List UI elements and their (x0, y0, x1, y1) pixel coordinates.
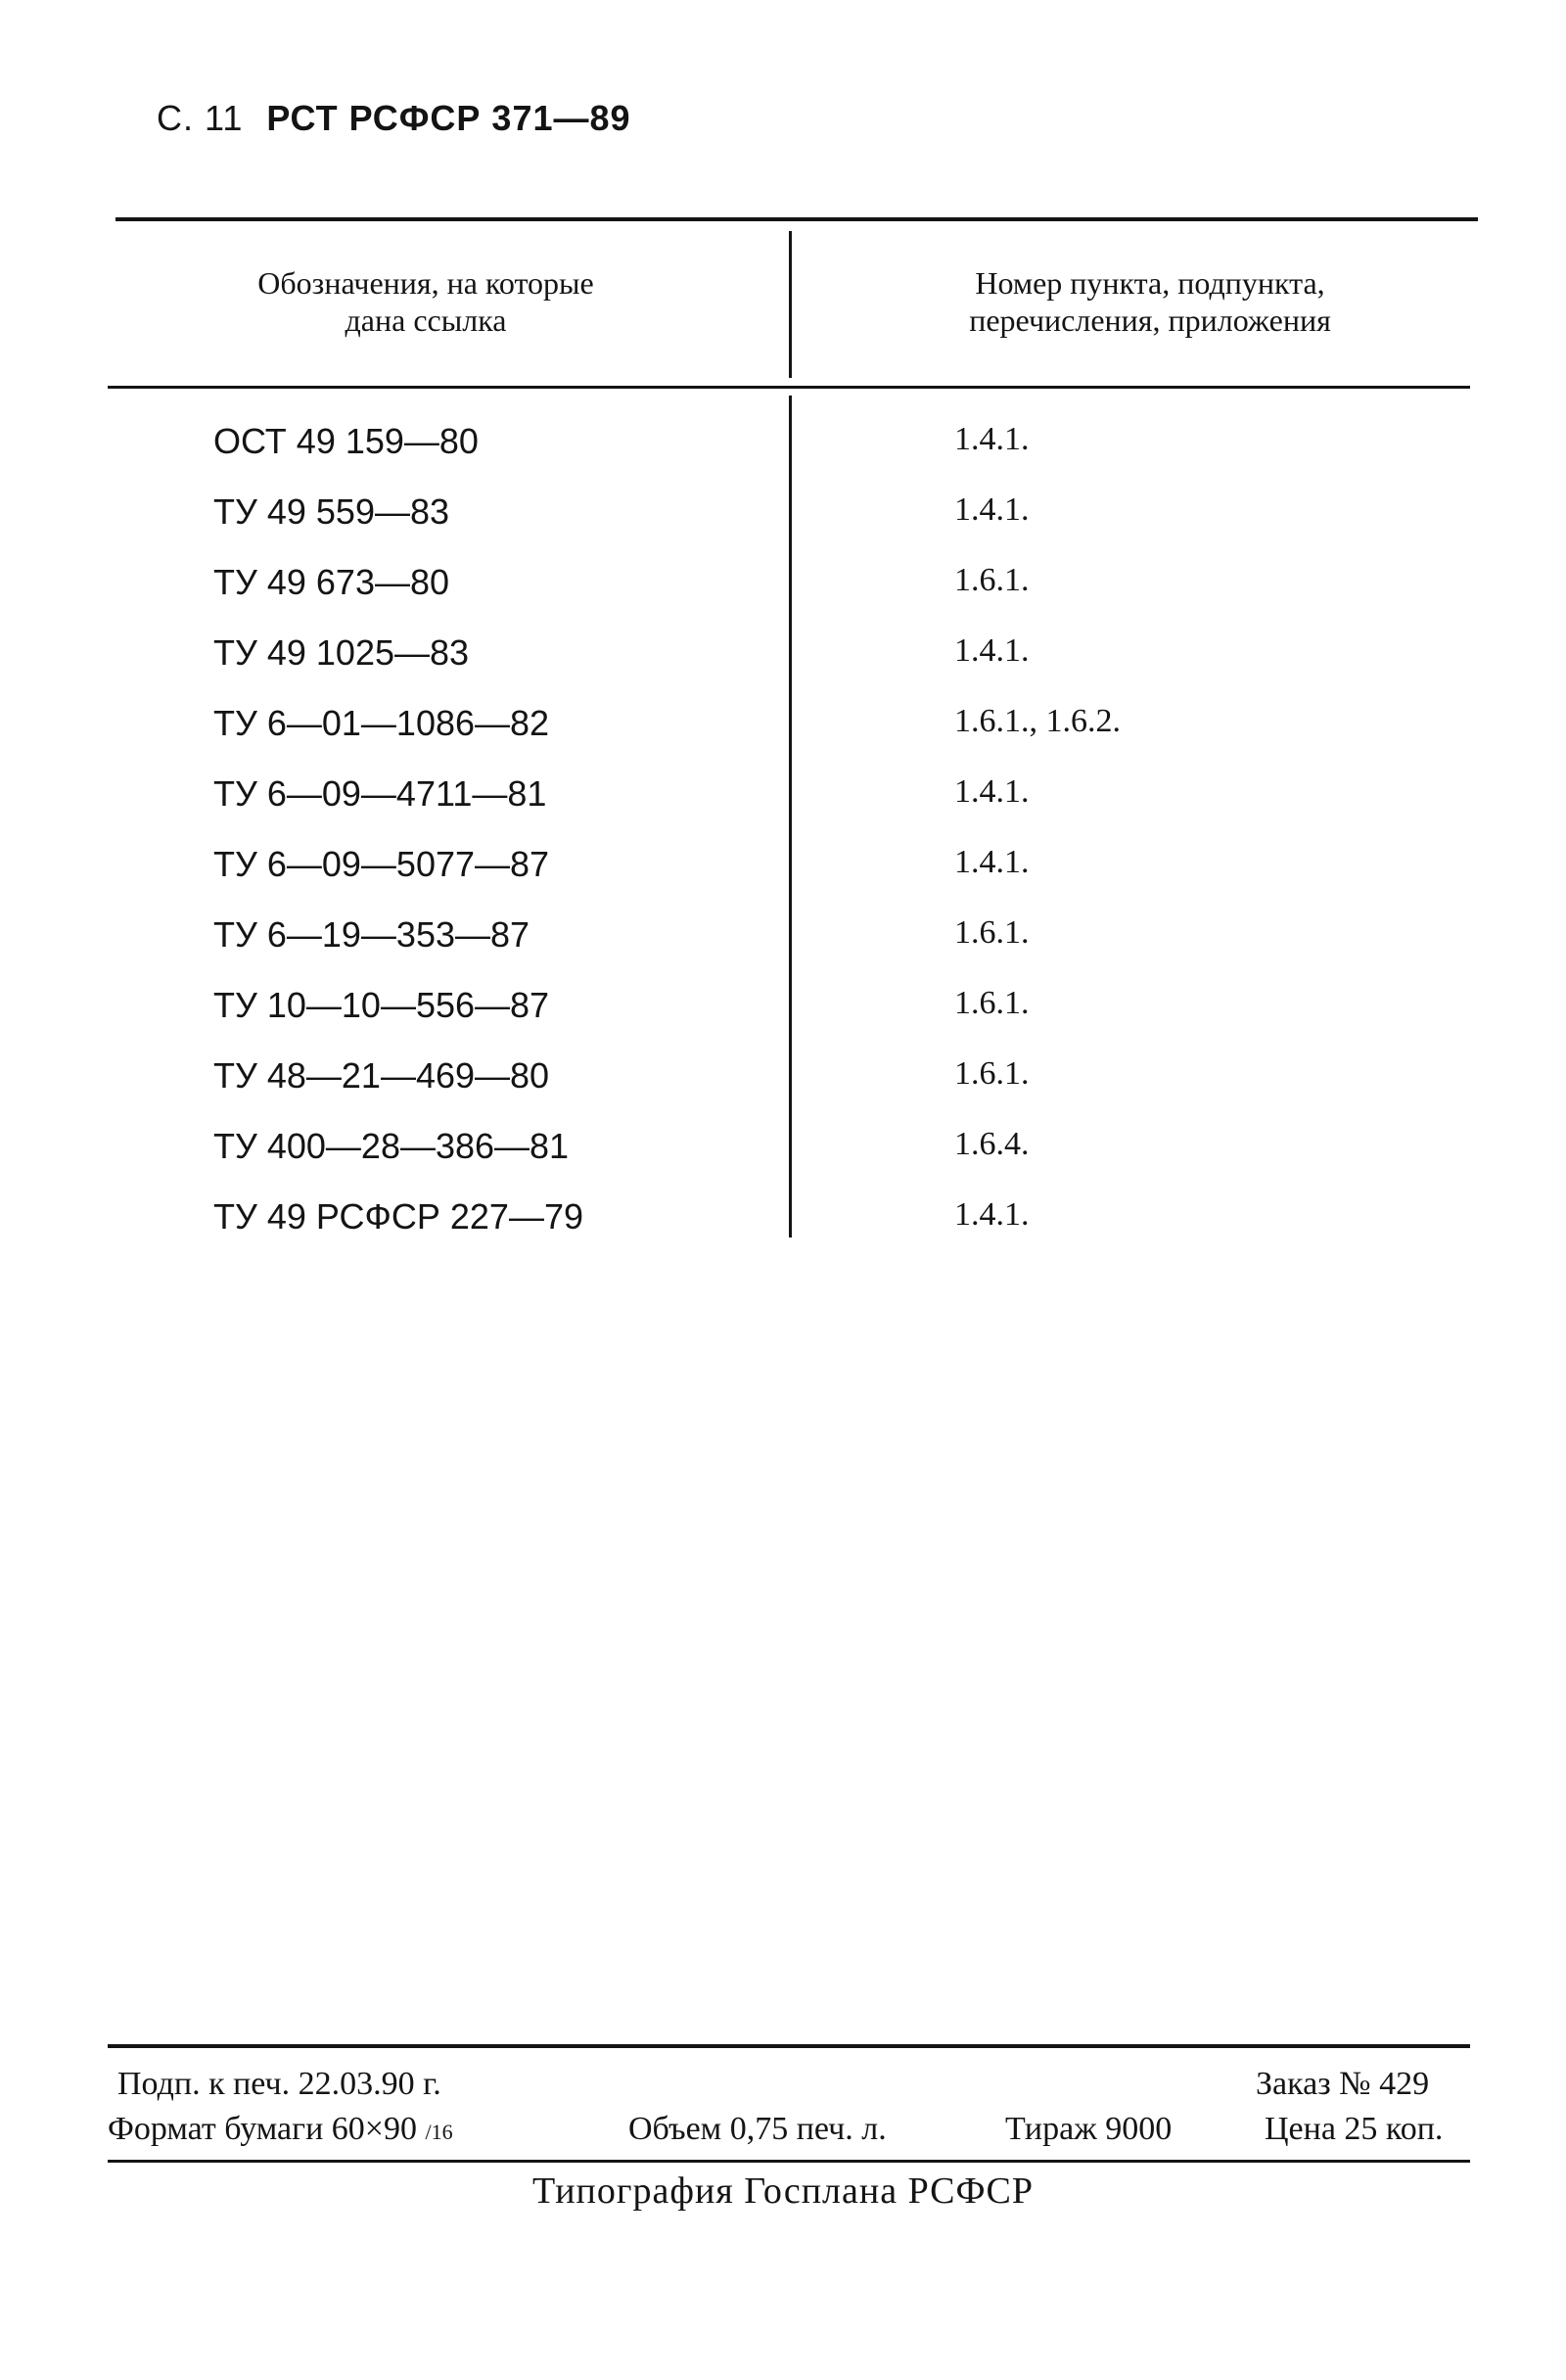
page-header (157, 98, 631, 139)
signed-to-print-date: Подп. к печ. 22.03.90 г. (117, 2066, 441, 2102)
table-header-divider (789, 231, 792, 378)
table-header-rule (108, 386, 1470, 389)
table-row (0, 985, 1566, 1044)
print-run: Тираж 9000 (1005, 2111, 1173, 2147)
column-header-references (147, 264, 705, 339)
column-header-line: Номер пункта, подпункта, (975, 265, 1325, 301)
printing-house: Типография Госплана РСФСР (531, 2170, 1035, 2212)
table-row (0, 703, 1566, 762)
column-header-line: дана ссылка (345, 303, 507, 338)
clause-cell: 1.4.1. (954, 632, 1030, 669)
table-row (0, 491, 1566, 550)
table-row (0, 773, 1566, 832)
column-header-clauses (871, 264, 1429, 339)
table-row (0, 1196, 1566, 1255)
print-volume: Объем 0,75 печ. л. (628, 2111, 887, 2147)
clause-cell: 1.4.1. (954, 844, 1030, 880)
clause-cell: 1.4.1. (954, 421, 1030, 457)
paper-format (108, 2111, 453, 2148)
imprint-top-rule (108, 2044, 1470, 2048)
table-row (0, 844, 1566, 903)
reference-cell: ТУ 48—21—469—80 (213, 1055, 550, 1096)
table-row (0, 914, 1566, 973)
price: Цена 25 коп. (1265, 2111, 1444, 2147)
reference-cell: ТУ 6—09—5077—87 (213, 844, 550, 884)
order-number: Заказ № 429 (1256, 2066, 1430, 2102)
table-top-rule (115, 217, 1478, 221)
clause-cell: 1.4.1. (954, 491, 1030, 528)
clause-cell: 1.6.4. (954, 1126, 1030, 1162)
paper-format-size: Формат бумаги 60×90 (108, 2111, 417, 2147)
document-code: РСТ РСФСР 371—89 (266, 98, 631, 138)
imprint-bottom-rule (108, 2160, 1470, 2163)
reference-cell: ТУ 6—19—353—87 (213, 914, 530, 955)
clause-cell: 1.4.1. (954, 1196, 1030, 1233)
reference-cell: ТУ 400—28—386—81 (213, 1126, 570, 1166)
reference-cell: ТУ 6—09—4711—81 (213, 773, 547, 814)
clause-cell: 1.6.1. (954, 914, 1030, 951)
clause-cell: 1.6.1. (954, 985, 1030, 1021)
table-row (0, 632, 1566, 691)
clause-cell: 1.4.1. (954, 773, 1030, 810)
table-row (0, 1055, 1566, 1114)
reference-cell: ТУ 49 1025—83 (213, 632, 470, 673)
clause-cell: 1.6.1. (954, 1055, 1030, 1092)
table-row (0, 1126, 1566, 1185)
clause-cell: 1.6.1. (954, 562, 1030, 598)
table-row (0, 562, 1566, 621)
page-number: С. 11 (157, 98, 244, 138)
column-header-line: Обозначения, на которые (257, 265, 594, 301)
table-row (0, 421, 1566, 480)
reference-cell: ТУ 6—01—1086—82 (213, 703, 550, 743)
column-header-line: перечисления, приложения (969, 303, 1331, 338)
clause-cell: 1.6.1., 1.6.2. (954, 703, 1121, 739)
paper-format-fraction: /16 (425, 2120, 453, 2144)
reference-cell: ТУ 49 559—83 (213, 491, 450, 532)
reference-cell: ТУ 49 РСФСР 227—79 (213, 1196, 583, 1237)
reference-cell: ТУ 10—10—556—87 (213, 985, 550, 1025)
reference-cell: ТУ 49 673—80 (213, 562, 450, 602)
reference-cell: ОСТ 49 159—80 (213, 421, 479, 461)
